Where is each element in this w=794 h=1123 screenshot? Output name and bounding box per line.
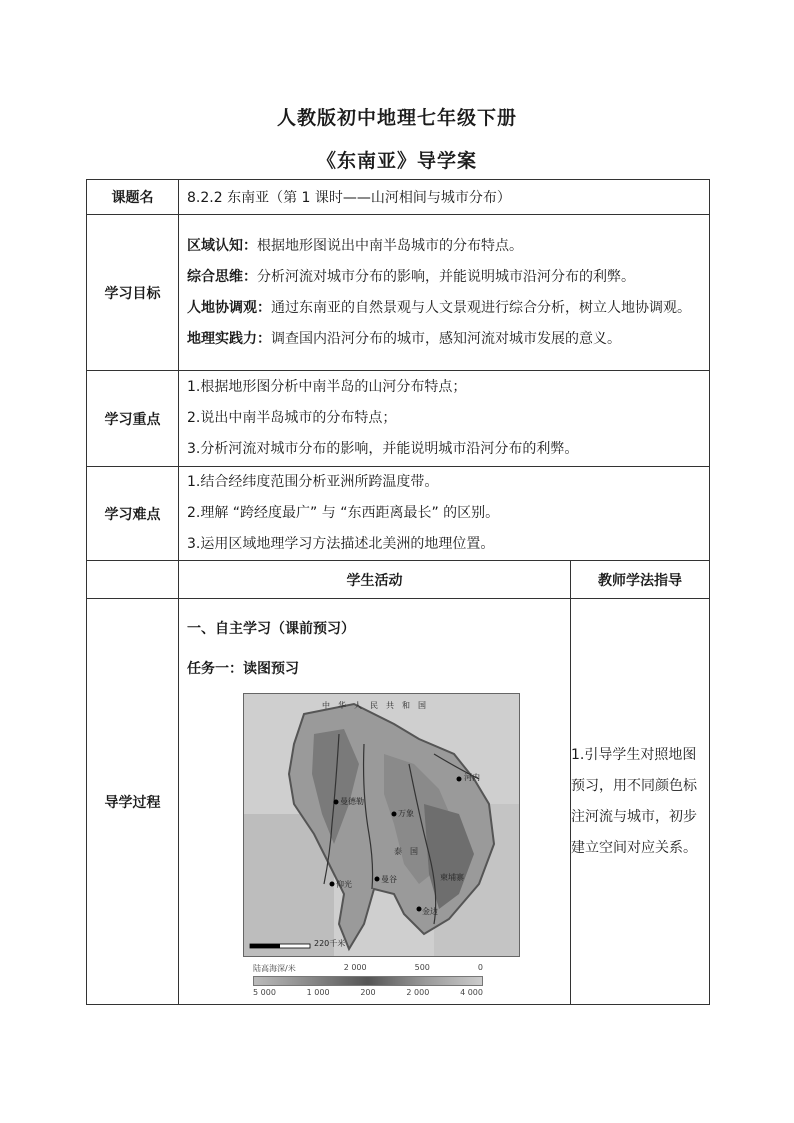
keypoint-item: 1.根据地形图分析中南半岛的山河分布特点； (187, 379, 467, 395)
legend-value: 200 (360, 988, 376, 997)
goals-content (179, 215, 710, 371)
goals-label: 学习目标 (87, 215, 179, 371)
student-activity-header: 学生活动 (179, 561, 571, 599)
process-label: 导学过程 (87, 599, 179, 1005)
column-header-row (87, 561, 710, 599)
legend-value: 0 (477, 963, 483, 972)
legend-value: 1 000 (306, 988, 330, 997)
map-label-vientiane: 万象 (398, 809, 414, 818)
map-scale-label: 220千米 (314, 939, 346, 948)
difficulties-label: 学习难点 (87, 467, 179, 561)
topic-value: 8.2.2 东南亚（第 1 课时——山河相间与城市分布） (179, 180, 710, 215)
keypoint-item: 3.分析河流对城市分布的影响，并能说明城市沿河分布的利弊。 (187, 441, 579, 457)
legend-value: 5 000 (253, 988, 276, 997)
map-label-mandalay: 曼德勒 (340, 797, 364, 806)
difficulty-item: 3.运用区域地理学习方法描述北美洲的地理位置。 (187, 536, 495, 552)
teacher-guide-cell: 1.引导学生对照地图预习，用不同颜色标注河流与城市，初步建立空间对应关系。 (571, 599, 710, 1005)
keypoints-label: 学习重点 (87, 371, 179, 467)
teacher-guide-header: 教师学法指导 (571, 561, 710, 599)
map-label-phnompenh: 金边 (422, 907, 438, 916)
map-legend (253, 963, 483, 997)
keypoints-content (179, 371, 710, 467)
student-activity-cell (179, 599, 571, 1005)
goal-item: 综合思维：分析河流对城市分布的影响，并能说明城市沿河分布的利弊。 (187, 268, 635, 285)
lesson-plan-table (86, 179, 710, 1005)
legend-value: 4 000 (460, 988, 483, 997)
goals-row (87, 215, 710, 371)
section-heading: 一、自主学习（课前预习） (187, 621, 355, 637)
legend-color-bar (253, 976, 483, 986)
document-subtitle: 《东南亚》导学案 (316, 150, 477, 172)
legend-value: 2 000 (406, 988, 430, 997)
map-label-cambodia: 柬埔寨 (440, 873, 464, 882)
difficulty-item: 2.理解 “跨经度最广” 与 “东西距离最长” 的区别。 (187, 505, 500, 521)
empty-header-cell (87, 561, 179, 599)
map-graphic (244, 694, 519, 956)
goal-item: 区域认知：根据地形图说出中南半岛城市的分布特点。 (187, 237, 523, 254)
legend-value: 500 (414, 963, 430, 972)
document-title: 人教版初中地理七年级下册 (276, 107, 517, 129)
map-label-bangkok: 曼谷 (381, 875, 397, 884)
southeast-asia-terrain-map (243, 693, 520, 957)
task-heading: 任务一：读图预习 (187, 661, 299, 677)
difficulties-row (87, 467, 710, 561)
keypoint-item: 2.说出中南半岛城市的分布特点； (187, 410, 397, 426)
process-row (87, 599, 710, 1005)
map-label-china: 中 华 人 民 共 和 国 (322, 701, 426, 710)
map-label-yangon: 仰光 (336, 880, 352, 889)
goal-item: 人地协调观：通过东南亚的自然景观与人文景观进行综合分析，树立人地协调观。 (187, 299, 691, 316)
keypoints-row (87, 371, 710, 467)
topic-label: 课题名 (87, 180, 179, 215)
difficulty-item: 1.结合经纬度范围分析亚洲所跨温度带。 (187, 474, 439, 490)
map-label-hanoi: 河内 (464, 773, 480, 782)
map-label-thailand: 泰 国 (394, 847, 418, 856)
goal-item: 地理实践力：调查国内沿河分布的城市，感知河流对城市发展的意义。 (187, 330, 621, 347)
legend-title: 陆高海深/米 (253, 964, 296, 973)
difficulties-content (179, 467, 710, 561)
legend-value: 2 000 (343, 963, 367, 972)
topic-row (87, 180, 710, 215)
